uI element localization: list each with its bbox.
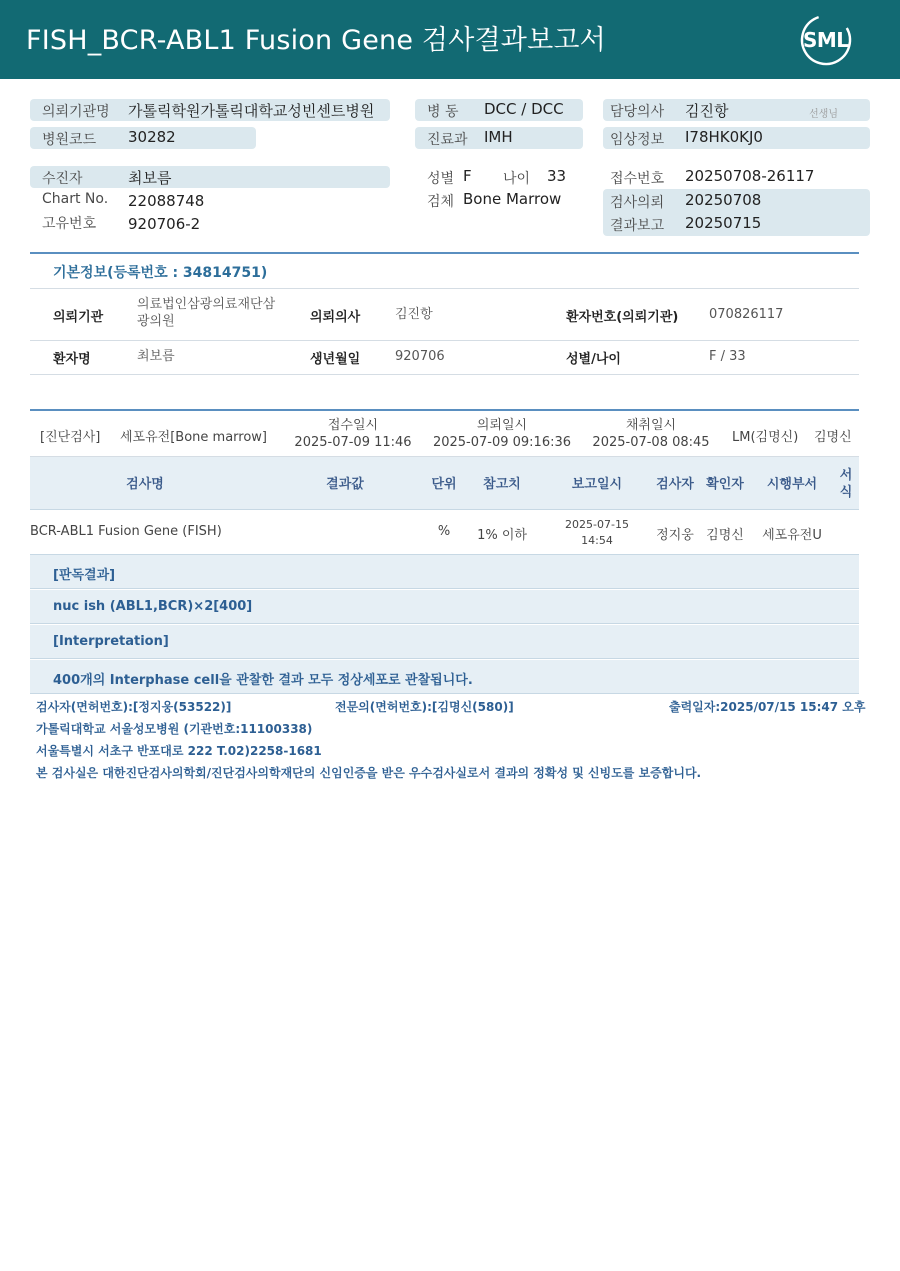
age-value: 33 (547, 167, 567, 185)
receipt-time-value: 2025-07-09 11:46 (294, 435, 412, 450)
req-doc-key: 의뢰의사 (310, 310, 361, 325)
sexage-key: 성별/나이 (566, 352, 621, 367)
receipt-label: 접수번호 (610, 171, 665, 187)
receipt-value: 20250708-26117 (685, 167, 815, 185)
result-line-karyotype: nuc ish (ABL1,BCR)×2[400] (53, 599, 253, 614)
footer-address: 서울특별시 서초구 반포대로 222 T.02)2258-1681 (36, 744, 322, 758)
th-dept: 시행부서 (766, 477, 818, 492)
req-inst-key: 의뢰기관 (53, 310, 104, 325)
ward-value: DCC / DCC (484, 100, 564, 118)
doctor-value: 김진항 (685, 102, 729, 120)
footer-tester: 검사자(면허번호):[정지웅(53522)] (36, 700, 232, 714)
row-report-date: 2025-07-15 (565, 518, 629, 531)
req-inst-label: 의뢰기관명 (42, 104, 110, 120)
row-divider (30, 340, 859, 341)
age-label: 나이 (503, 171, 531, 187)
logo-text: SML (803, 28, 849, 52)
th-confirmer: 확인자 (706, 477, 744, 492)
sex-label: 성별 (427, 171, 455, 187)
diag-dept: 세포유전[Bone marrow] (120, 430, 268, 445)
section-divider (30, 409, 859, 411)
row-divider (30, 374, 859, 375)
row-report-time: 14:54 (581, 534, 613, 547)
req-inst-value: 가톨릭학원가톨릭대학교성빈센트병원 (128, 102, 375, 120)
th-tester: 검사자 (656, 477, 694, 492)
pt-name-value: 최보름 (137, 349, 175, 364)
dob-key: 생년월일 (310, 352, 361, 367)
row-confirmer: 김명신 (706, 528, 744, 543)
hosp-code-value: 30282 (128, 128, 176, 146)
specimen-value: Bone Marrow (463, 190, 562, 208)
th-unit: 단위 (431, 477, 457, 492)
dob-value: 920706 (395, 349, 445, 364)
doctor-suffix: 선생님 (809, 109, 838, 120)
specimen-label: 검체 (427, 194, 455, 210)
footer-printed: 출력일자:2025/07/15 15:47 오후 (669, 700, 866, 714)
th-result: 결과값 (326, 477, 364, 492)
receipt-time-label: 접수일시 (327, 418, 379, 433)
result-band (30, 555, 859, 589)
id-value: 920706-2 (128, 215, 201, 233)
id-label: 고유번호 (42, 216, 97, 232)
collect-time-value: 2025-07-08 08:45 (592, 435, 710, 450)
req-inst-line-1: 의료법인삼광의료재단삼 (137, 297, 276, 312)
patient-value: 최보름 (128, 169, 172, 187)
ward-label: 병 동 (427, 104, 459, 120)
th-form-1: 서 (839, 468, 853, 483)
patient-label: 수진자 (42, 171, 83, 187)
th-name: 검사명 (126, 477, 164, 492)
sex-value: F (463, 167, 472, 185)
result-report-label: 결과보고 (610, 218, 665, 234)
lm-label: LM(김명신) (732, 430, 799, 445)
row-test-name: BCR-ABL1 Fusion Gene (FISH) (30, 524, 222, 539)
patient-box (30, 166, 390, 188)
row-unit: % (437, 524, 451, 539)
request-time-value: 2025-07-09 09:16:36 (432, 435, 572, 450)
row-ref: 1% 이하 (477, 528, 527, 543)
report-header (0, 0, 900, 79)
th-ref: 참고치 (483, 477, 521, 492)
result-line-heading: [판독결과] (53, 568, 116, 583)
report-title: FISH_BCR-ABL1 Fusion Gene 검사결과보고서 (26, 25, 606, 56)
req-doc-value: 김진항 (395, 307, 433, 322)
test-req-value: 20250708 (685, 191, 762, 209)
clinical-label: 임상정보 (610, 132, 665, 148)
test-req-label: 검사의뢰 (610, 195, 665, 211)
th-report: 보고일시 (571, 477, 623, 492)
row-divider (30, 288, 859, 289)
collect-time-label: 채취일시 (625, 418, 677, 433)
result-report-value: 20250715 (685, 214, 762, 232)
pt-name-key: 환자명 (53, 352, 91, 367)
doctor-label: 담당의사 (610, 104, 665, 120)
pt-no-value: 070826117 (709, 307, 784, 322)
footer-hospital: 가톨릭대학교 서울성모병원 (기관번호:11100338) (36, 722, 313, 736)
lm-name: 김명신 (814, 430, 852, 445)
request-time-label: 의뢰일시 (476, 418, 528, 433)
chart-value: 22088748 (128, 192, 205, 210)
footer-certification: 본 검사실은 대한진단검사의학회/진단검사의학재단의 신임인증을 받은 우수검사실로서 결과의 정확성 및 신빙도를 보증합니다. (36, 766, 702, 780)
th-form-2: 식 (839, 485, 853, 500)
footer-specialist: 전문의(면허번호):[김명신(580)] (335, 700, 514, 714)
row-tester: 정지웅 (656, 528, 694, 543)
dept-label: 진료과 (427, 132, 468, 148)
section-divider (30, 252, 859, 254)
req-inst-line-2: 광의원 (137, 314, 175, 329)
sexage-value: F / 33 (709, 349, 746, 364)
result-line-interp-heading: [Interpretation] (53, 634, 169, 649)
basic-info-title: 기본정보(등록번호 : 34814751) (53, 265, 268, 281)
dept-value: IMH (484, 128, 513, 146)
hosp-code-label: 병원코드 (42, 132, 97, 148)
clinical-value: I78HK0KJ0 (685, 128, 763, 146)
result-line-interpretation: 400개의 Interphase cell을 관찰한 결과 모두 정상세포로 관찰됩니다. (53, 673, 473, 688)
row-dept: 세포유전U (762, 528, 822, 543)
chart-label: Chart No. (42, 191, 109, 207)
pt-no-key: 환자번호(의뢰기관) (566, 310, 679, 325)
diag-category: [진단검사] (40, 430, 101, 445)
